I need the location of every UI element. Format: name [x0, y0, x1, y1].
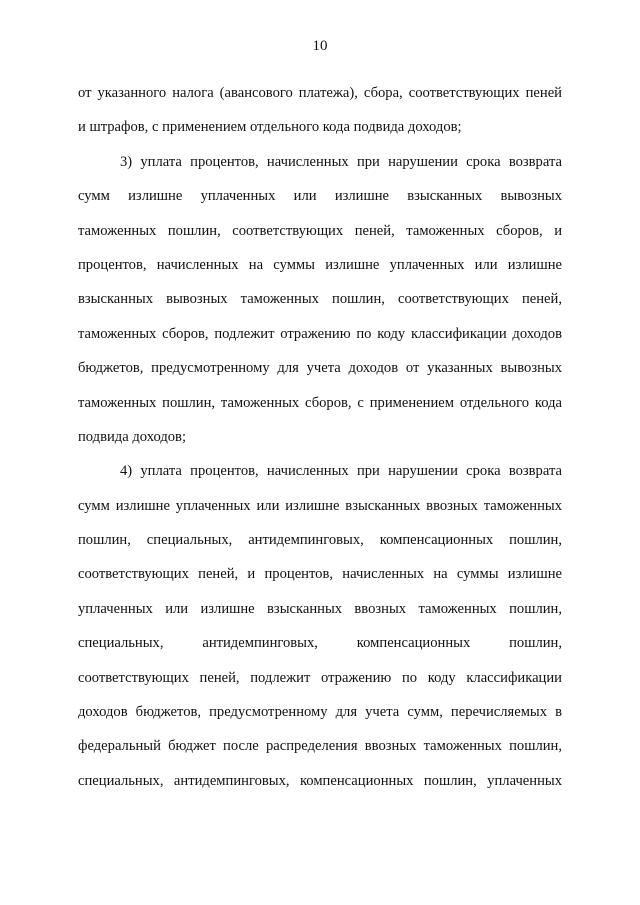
text-line: соответствующих пеней, подлежит отражению по коду классификации	[78, 669, 562, 686]
text-line: от указанного налога (авансового платежа), сбора, соответствующих пеней	[78, 85, 562, 101]
text-line: 3) уплата процентов, начисленных при нарушении срока возврата	[120, 153, 562, 170]
text-line: специальных, антидемпинговых, компенсационных пошлин,	[78, 635, 562, 652]
text-line: таможенных пошлин, соответствующих пеней, таможенных сборов, и	[78, 222, 562, 239]
text-line: соответствующих пеней, и процентов, начисленных на суммы излишне	[78, 566, 562, 583]
text-line: таможенных сборов, подлежит отражению по коду классификации доходов	[78, 325, 562, 342]
text-line: специальных, антидемпинговых, компенсационных пошлин, уплаченных	[78, 772, 562, 789]
text-line: сумм излишне уплаченных или излишне взысканных вывозных	[78, 188, 562, 205]
text-line: таможенных пошлин, таможенных сборов, с применением отдельного кода	[78, 394, 562, 411]
text-line: уплаченных или излишне взысканных ввозных таможенных пошлин,	[78, 600, 562, 617]
text-line: доходов бюджетов, предусмотренному для учета сумм, перечисляемых в	[78, 704, 562, 721]
text-line: сумм излишне уплаченных или излишне взысканных ввозных таможенных	[78, 497, 562, 514]
text-line: 4) уплата процентов, начисленных при нарушении срока возврата	[120, 463, 562, 480]
text-line: и штрафов, с применением отдельного кода подвида доходов;	[78, 119, 462, 136]
text-line: взысканных вывозных таможенных пошлин, соответствующих пеней,	[78, 291, 562, 308]
page-number: 10	[312, 38, 328, 54]
document-body	[78, 76, 562, 798]
text-line: пошлин, специальных, антидемпинговых, компенсационных пошлин,	[78, 532, 562, 549]
text-line: подвида доходов;	[78, 428, 187, 445]
text-line: федеральный бюджет после распределения ввозных таможенных пошлин,	[78, 738, 562, 755]
text-line: процентов, начисленных на суммы излишне уплаченных или излишне	[78, 256, 562, 273]
text-line: бюджетов, предусмотренному для учета доходов от указанных вывозных	[78, 360, 562, 377]
